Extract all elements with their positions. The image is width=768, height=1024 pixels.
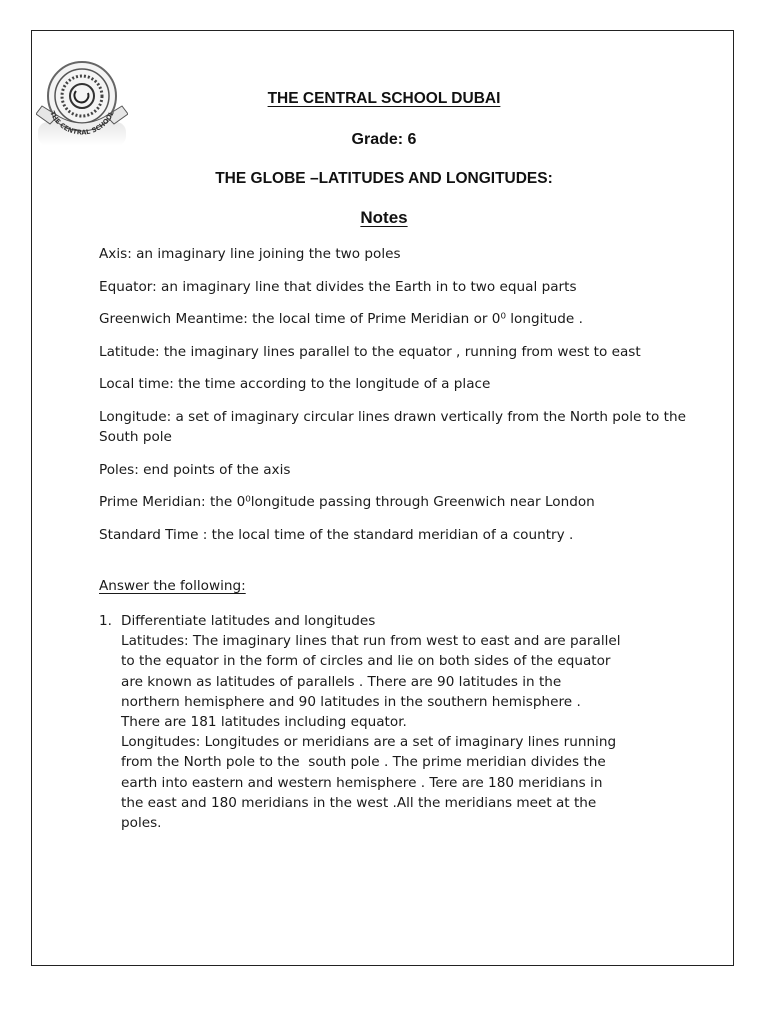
question-item	[99, 611, 704, 833]
answer-line: the east and 180 meridians in the west .All the meridians meet at the	[121, 794, 597, 811]
answer-line: to the equator in the form of circles and lie on both sides of the equator	[121, 653, 611, 670]
answer-line: Latitudes: The imaginary lines that run from west to east and are parallel	[121, 633, 621, 650]
question-number: 1.	[99, 613, 112, 629]
school-name: THE CENTRAL SCHOOL DUBAI	[267, 90, 501, 107]
answer-section-title: Answer the following:	[99, 578, 246, 594]
definition-standard-time: Standard Time : the local time of the standard meridian of a country .	[99, 526, 574, 543]
grade-label: Grade: 6	[351, 131, 417, 148]
answer-line: northern hemisphere and 90 latitudes in the southern hemisphere .	[121, 693, 581, 710]
notes-title: Notes	[360, 208, 408, 227]
definition-poles: Poles: end points of the axis	[99, 461, 291, 478]
answer-line: earth into eastern and western hemisphere . Tere are 180 meridians in	[121, 774, 603, 791]
answer-line: are known as latitudes of parallels . There are 90 latitudes in the	[121, 673, 562, 690]
question-list	[99, 611, 704, 833]
definition-latitude: Latitude: the imaginary lines parallel to the equator , running from west to east	[99, 343, 641, 360]
logo-text: THE CENTRAL SCHOOL	[48, 109, 116, 137]
definition-axis: Axis: an imaginary line joining the two poles	[99, 246, 401, 262]
definition-prime-meridian: Prime Meridian: the 0⁰longitude passing through Greenwich near London	[99, 494, 595, 511]
definition-local-time: Local time: the time according to the longitude of a place	[99, 376, 491, 393]
answer-line: There are 181 latitudes including equator.	[121, 714, 407, 731]
definition-equator: Equator: an imaginary line that divides the Earth in to two equal parts	[99, 278, 577, 295]
question-body	[121, 611, 704, 833]
answer-line: from the North pole to the south pole . The prime meridian divides the	[121, 754, 606, 771]
answer-line: poles.	[121, 815, 162, 832]
answer-line: Longitudes: Longitudes or meridians are a set of imaginary lines running	[121, 734, 617, 751]
definition-greenwich-meantime: Greenwich Meantime: the local time of Prime Meridian or 0⁰ longitude .	[99, 311, 583, 328]
question-text: Differentiate latitudes and longitudes	[121, 613, 376, 629]
definitions-list	[99, 244, 699, 557]
definition-longitude: Longitude: a set of imaginary circular lines drawn vertically from the North pole to the South pole	[99, 408, 686, 445]
topic-title: THE GLOBE –LATITUDES AND LONGITUDES:	[215, 170, 553, 187]
